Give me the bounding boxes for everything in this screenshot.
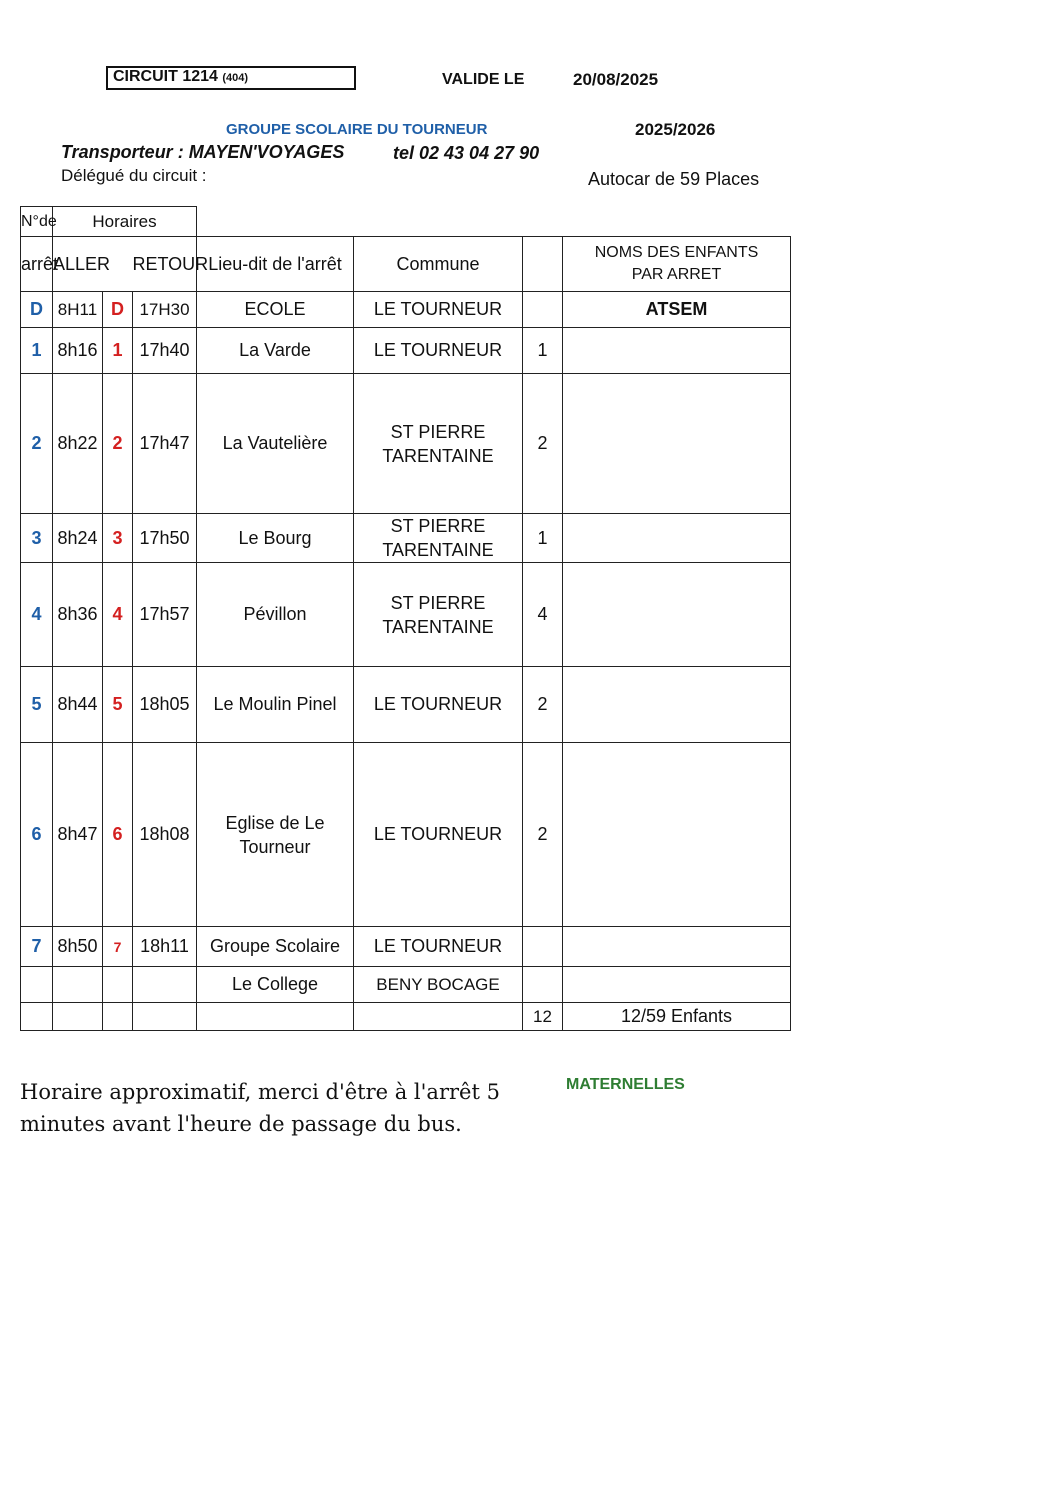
valide-date: 20/08/2025: [573, 70, 659, 89]
stop-count: 1: [523, 328, 563, 374]
retour-time: 18h11: [133, 927, 197, 967]
header-row-1: [21, 207, 791, 237]
return-number: 4: [103, 563, 133, 667]
school-year: 2025/2026: [635, 120, 716, 139]
stop-number: D: [21, 292, 53, 328]
circuit-code: (404): [222, 72, 249, 84]
stop-place: Le College: [197, 967, 354, 1003]
stop-place: La Vautelière: [197, 374, 354, 514]
delegue-label: Délégué du circuit :: [61, 166, 207, 185]
stop-place: Eglise de Le Tourneur: [197, 743, 354, 927]
header-num-line2: arrêt: [21, 237, 53, 292]
header-commune: Commune: [354, 237, 523, 292]
table-row: [21, 667, 791, 743]
stop-names: [563, 743, 791, 927]
table-row: [21, 292, 791, 328]
stop-count: [523, 927, 563, 967]
stop-count: 1: [523, 514, 563, 563]
return-number: 7: [103, 927, 133, 967]
header-count: [523, 237, 563, 292]
stop-place: Le Bourg: [197, 514, 354, 563]
schedule-note: Horaire approximatif, merci d'être à l'arrêt 5 minutes avant l'heure de passage du bus.: [20, 1080, 500, 1136]
autocar-capacity: Autocar de 59 Places: [588, 169, 760, 189]
stop-count: 2: [523, 743, 563, 927]
stop-place: Le Moulin Pinel: [197, 667, 354, 743]
stop-number: 1: [21, 328, 53, 374]
stop-count: 2: [523, 374, 563, 514]
header-retour: RETOUR: [133, 237, 197, 292]
aller-time: 8h50: [53, 927, 103, 967]
stop-place: La Varde: [197, 328, 354, 374]
stop-count: 2: [523, 667, 563, 743]
stop-number: 6: [21, 743, 53, 927]
stop-place: Groupe Scolaire: [197, 927, 354, 967]
aller-time: 8h22: [53, 374, 103, 514]
stop-count: 4: [523, 563, 563, 667]
stop-commune: LE TOURNEUR: [354, 927, 523, 967]
retour-time: 17h57: [133, 563, 197, 667]
retour-time: 17h50: [133, 514, 197, 563]
transporteur: Transporteur : MAYEN'VOYAGES: [61, 142, 345, 162]
header-lieu: Lieu-dit de l'arrêt: [197, 237, 354, 292]
retour-time: 18h05: [133, 667, 197, 743]
stop-names: [563, 967, 791, 1003]
retour-time: 17h40: [133, 328, 197, 374]
table-row: [21, 563, 791, 667]
stop-commune: LE TOURNEUR: [354, 667, 523, 743]
aller-time: 8H11: [53, 292, 103, 328]
school-title: GROUPE SCOLAIRE DU TOURNEUR: [226, 121, 488, 138]
table-row: [21, 927, 791, 967]
stop-names: [563, 374, 791, 514]
table-row: [21, 514, 791, 563]
aller-time: [53, 967, 103, 1003]
stop-number: [21, 967, 53, 1003]
stop-names: [563, 514, 791, 563]
circuit-box: [106, 66, 356, 90]
stop-count: [523, 967, 563, 1003]
return-number: 1: [103, 328, 133, 374]
aller-time: 8h47: [53, 743, 103, 927]
table-row: [21, 374, 791, 514]
stops-table: [20, 206, 791, 1031]
header-noms: NOMS DES ENFANTS PAR ARRET: [563, 237, 791, 292]
total-count: 12: [523, 1003, 563, 1031]
table-row: [21, 743, 791, 927]
retour-time: 17h47: [133, 374, 197, 514]
stop-commune: ST PIERRE TARENTAINE: [354, 514, 523, 563]
stop-names: [563, 563, 791, 667]
stop-names: ATSEM: [563, 292, 791, 328]
retour-time: [133, 967, 197, 1003]
stop-commune: ST PIERRE TARENTAINE: [354, 563, 523, 667]
stop-names: [563, 927, 791, 967]
transporteur-tel: tel 02 43 04 27 90: [393, 143, 540, 163]
stop-number: 5: [21, 667, 53, 743]
return-number: D: [103, 292, 133, 328]
valide-label: VALIDE LE: [442, 71, 525, 88]
total-row: [21, 1003, 791, 1031]
stop-commune: LE TOURNEUR: [354, 292, 523, 328]
table-row: [21, 328, 791, 374]
aller-time: 8h36: [53, 563, 103, 667]
stop-place: ECOLE: [197, 292, 354, 328]
retour-time: 18h08: [133, 743, 197, 927]
stop-commune: LE TOURNEUR: [354, 743, 523, 927]
total-label: 12/59 Enfants: [563, 1003, 791, 1031]
header-horaires: Horaires: [53, 207, 197, 237]
return-number: [103, 967, 133, 1003]
aller-time: 8h44: [53, 667, 103, 743]
stop-number: 7: [21, 927, 53, 967]
stop-names: [563, 328, 791, 374]
aller-time: 8h24: [53, 514, 103, 563]
stop-number: 2: [21, 374, 53, 514]
stop-names: [563, 667, 791, 743]
category-label: MATERNELLES: [566, 1076, 685, 1093]
header-num-line1: N°de: [21, 207, 53, 237]
return-number: 3: [103, 514, 133, 563]
table-row: [21, 967, 791, 1003]
return-number: 5: [103, 667, 133, 743]
header-aller: ALLER: [53, 237, 133, 292]
stop-commune: LE TOURNEUR: [354, 328, 523, 374]
stop-commune: ST PIERRE TARENTAINE: [354, 374, 523, 514]
header-row-2: [21, 237, 791, 292]
aller-time: 8h16: [53, 328, 103, 374]
return-number: 6: [103, 743, 133, 927]
stop-place: Pévillon: [197, 563, 354, 667]
circuit-label: CIRCUIT 1214: [113, 68, 218, 85]
stop-commune: BENY BOCAGE: [354, 967, 523, 1003]
stop-number: 3: [21, 514, 53, 563]
retour-time: 17H30: [133, 292, 197, 328]
stop-count: [523, 292, 563, 328]
return-number: 2: [103, 374, 133, 514]
stop-number: 4: [21, 563, 53, 667]
